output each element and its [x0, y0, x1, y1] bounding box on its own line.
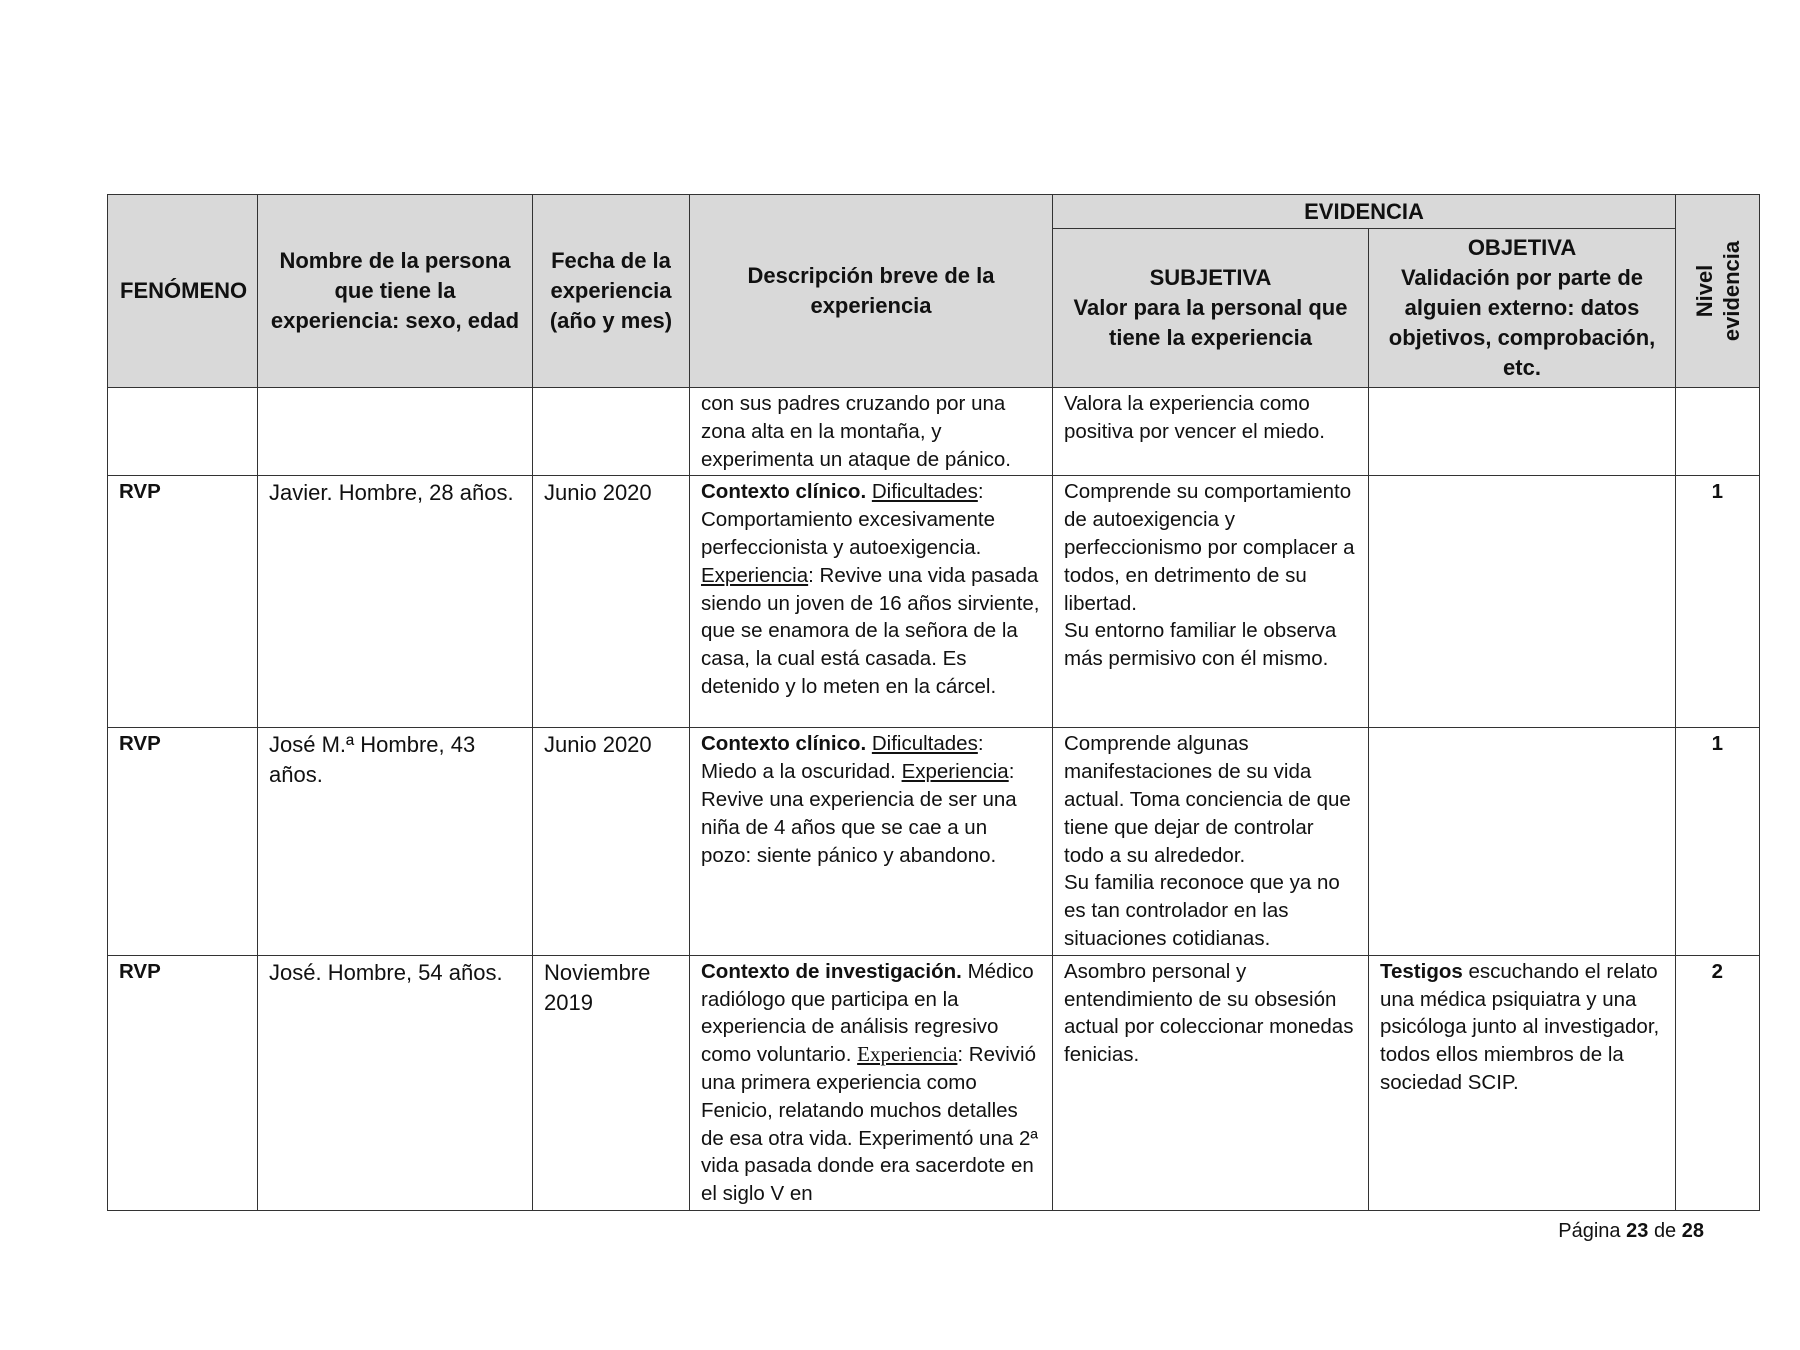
table-row [108, 955, 1760, 1210]
subjetiva-line-2: Su entorno familiar le observa más permisivo con él mismo. [1064, 619, 1337, 671]
header-descripcion: Descripción breve de la experiencia [690, 195, 1053, 388]
header-subjetiva-title: SUBJETIVA [1149, 265, 1272, 290]
cell-nombre: José M.ª Hombre, 43 años. [258, 728, 533, 955]
desc-contexto: Contexto clínico. [701, 732, 867, 756]
header-evidencia: EVIDENCIA [1053, 195, 1676, 229]
cell-fecha: Junio 2020 [533, 728, 690, 955]
header-objetiva-desc: Validación por parte de alguien externo: datos objetivos, comprobación, etc. [1388, 265, 1656, 380]
header-fecha: Fecha de la experiencia (año y mes) [533, 195, 690, 388]
desc-dificultades-label: Dificultades [871, 732, 978, 756]
header-subjetiva-desc: Valor para la personal que tiene la experiencia [1073, 295, 1348, 350]
desc-experiencia-text: : Revive una vida pasada siendo un joven de 16 años sirviente, que se enamora de la señora de la casa, la cual está casada. Es detenido y lo meten en la cárcel. [701, 563, 1040, 698]
header-subjetiva [1053, 229, 1369, 388]
page-footer [1558, 1220, 1704, 1243]
cell-nivel: 2 [1676, 955, 1760, 1210]
cell-nombre [258, 388, 533, 476]
footer-pagina-label: Página [1558, 1220, 1621, 1242]
desc-experiencia-text: : Revivió una primera experiencia como Fenicio, relatando muchos detalles de esa otra vida. Experimentó una 2ª vida pasada donde era sacerdote en el siglo V en [701, 1043, 1038, 1206]
cell-subjetiva: Asombro personal y entendimiento de su obsesión actual por coleccionar monedas fenicias. [1053, 955, 1369, 1210]
cell-fenomeno: RVP [108, 476, 258, 728]
desc-dificultades-text: : Miedo a la oscuridad. [701, 732, 984, 784]
cell-subjetiva [1053, 728, 1369, 955]
cell-objetiva [1369, 476, 1676, 728]
footer-de-label: de [1653, 1220, 1677, 1242]
table-row [108, 728, 1760, 955]
desc-dificultades-label: Dificultades [871, 480, 978, 504]
header-nombre: Nombre de la persona que tiene la experiencia: sexo, edad [258, 195, 533, 388]
desc-dificultades-text: : Comportamiento excesivamente perfeccionista y autoexigencia. [701, 480, 995, 559]
objetiva-text: escuchando el relato una médica psiquiatra y una psicóloga junto al investigador, todos ellos miembros de la sociedad SCIP. [1380, 959, 1660, 1094]
cell-descripcion [690, 476, 1053, 728]
cell-objetiva [1369, 388, 1676, 476]
cell-nombre: José. Hombre, 54 años. [258, 955, 533, 1210]
subjetiva-line-1: Comprende algunas manifestaciones de su vida actual. Toma conciencia de que tiene que dejar de controlar todo a su alrededor. [1064, 732, 1351, 867]
subjetiva-line-1: Comprende su comportamiento de autoexigencia y perfeccionismo por complacer a todos, en detrimento de su libertad. [1064, 480, 1355, 615]
desc-contexto: Contexto clínico. [701, 480, 867, 504]
header-objetiva [1369, 229, 1676, 388]
cell-fecha: Noviembre 2019 [533, 955, 690, 1210]
desc-text: Médico radiólogo que participa en la experiencia de análisis regresivo como voluntario. [701, 959, 1034, 1067]
header-nivel-line2: evidencia [1718, 240, 1744, 342]
cell-fecha: Junio 2020 [533, 476, 690, 728]
desc-contexto: Contexto de investigación. [701, 959, 962, 983]
desc-experiencia-label: Experiencia [701, 563, 809, 587]
cell-objetiva [1369, 728, 1676, 955]
evidence-table [107, 194, 1760, 1211]
cell-fecha [533, 388, 690, 476]
cell-objetiva [1369, 955, 1676, 1210]
desc-experiencia-label: Experiencia [901, 760, 1009, 784]
cell-fenomeno [108, 388, 258, 476]
desc-experiencia-label: Experiencia [857, 1042, 958, 1067]
cell-fenomeno: RVP [108, 955, 258, 1210]
cell-subjetiva: Valora la experiencia como positiva por vencer el miedo. [1053, 388, 1369, 476]
footer-page-total: 28 [1681, 1220, 1704, 1242]
table-row [108, 476, 1760, 728]
header-fenomeno: FENÓMENO [108, 195, 258, 388]
cell-descripcion [690, 728, 1053, 955]
cell-descripcion [690, 955, 1053, 1210]
cell-nivel [1676, 388, 1760, 476]
header-objetiva-title: OBJETIVA [1467, 235, 1577, 260]
footer-page-number: 23 [1626, 1220, 1649, 1242]
cell-subjetiva [1053, 476, 1369, 728]
cell-nombre: Javier. Hombre, 28 años. [258, 476, 533, 728]
table-row [108, 388, 1760, 476]
header-nivel-evidencia [1676, 195, 1760, 388]
subjetiva-line-2: Su familia reconoce que ya no es tan controlador en las situaciones cotidianas. [1064, 871, 1340, 950]
cell-nivel: 1 [1676, 476, 1760, 728]
cell-descripcion: con sus padres cruzando por una zona alta en la montaña, y experimenta un ataque de pánico. [690, 388, 1053, 476]
desc-experiencia-text: : Revive una experiencia de ser una niña de 4 años que se cae a un pozo: siente pánico y abandono. [701, 760, 1017, 867]
objetiva-testigos: Testigos [1380, 959, 1463, 983]
cell-fenomeno: RVP [108, 728, 258, 955]
cell-nivel: 1 [1676, 728, 1760, 955]
header-nivel-line1: Nivel [1691, 264, 1717, 318]
